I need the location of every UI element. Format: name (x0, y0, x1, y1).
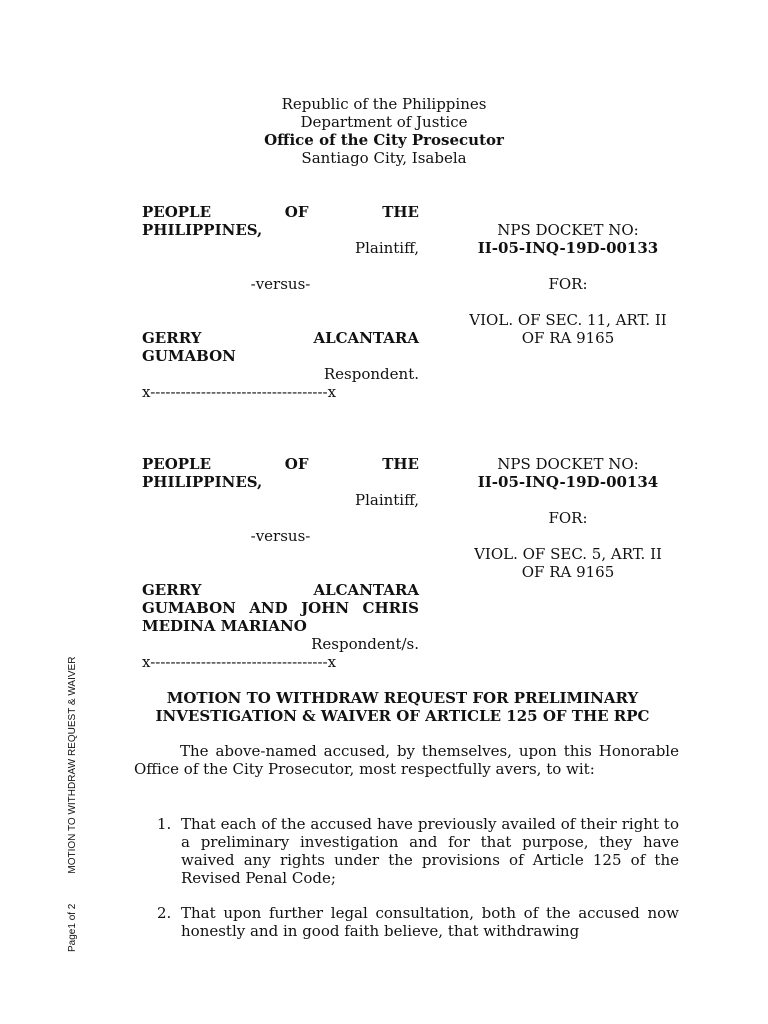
case1-resp-line2: GUMABON (142, 347, 236, 365)
case1-plaintiff: Plaintiff, (354, 239, 419, 257)
list-item-text: That upon further legal consultation, both of the accused now honestly and in good faith believe, that withdrawing (181, 904, 679, 940)
motion-intro: The above-named accused, by themselves, upon this Honorable Office of the City Prosecutor, most respectfully avers, to wit: (134, 742, 679, 778)
case2-resp-line3: MEDINA MARIANO (142, 617, 307, 635)
case2-plaintiff: Plaintiff, (354, 491, 419, 509)
sidebar-document-title: MOTION TO WITHDRAW REQUEST & WAIVER (67, 656, 78, 874)
case2-versus: -versus- (250, 527, 311, 545)
case1-for-label: FOR: (548, 275, 588, 293)
case2-separator: x-----------------------------------x (142, 653, 337, 671)
case2-viol-line2: OF RA 9165 (521, 563, 615, 581)
sidebar-footer (67, 657, 78, 952)
case2-people-w2: OF (284, 455, 309, 473)
list-item-text: That each of the accused have previously availed of their right to a preliminary investigation and for that purpose, they have waived any rights under the provisions of Article 125 of the Revised Penal Code; (181, 815, 679, 887)
case2-docket-label: NPS DOCKET NO: (497, 455, 639, 473)
case1-separator: x-----------------------------------x (142, 383, 337, 401)
case1-philippines: PHILIPPINES, (142, 221, 263, 239)
case1-people-w1: PEOPLE (142, 203, 212, 221)
header-location: Santiago City, Isabela (301, 149, 467, 167)
case1-people-w3: THE (382, 203, 419, 221)
case2-respondent-label: Respondent/s. (311, 635, 419, 653)
case2-respondent-line1 (142, 581, 419, 599)
case1-versus: -versus- (250, 275, 311, 293)
header-department: Department of Justice (300, 113, 468, 131)
case2-people-line (142, 455, 419, 473)
case2-resp-w2: ALCANTARA (313, 581, 419, 599)
case2-resp2-w1: GUMABON (142, 599, 236, 617)
case2-people-w3: THE (382, 455, 419, 473)
case2-philippines: PHILIPPINES, (142, 473, 263, 491)
case2-respondent-line2 (142, 599, 419, 617)
case1-resp-w2: ALCANTARA (313, 329, 419, 347)
list-item-number: 1. (157, 815, 172, 833)
case2-resp-w1: GERRY (142, 581, 202, 599)
list-item-number: 2. (157, 904, 172, 922)
case1-viol-line1: VIOL. OF SEC. 11, ART. II (469, 311, 667, 329)
case1-docket-no: II-05-INQ-19D-00133 (477, 239, 659, 257)
case2-people-w1: PEOPLE (142, 455, 212, 473)
case2-viol-line1: VIOL. OF SEC. 5, ART. II (474, 545, 662, 563)
case2-caption (142, 455, 419, 671)
case1-people-line (142, 203, 419, 221)
case2-resp2-w4: CHRIS (362, 599, 419, 617)
case2-resp2-w3: JOHN (301, 599, 350, 617)
list-item (157, 904, 679, 940)
case1-respondent-line (142, 329, 419, 347)
case1-resp-w1: GERRY (142, 329, 202, 347)
header-republic: Republic of the Philippines (281, 95, 487, 113)
case1-respondent-label: Respondent. (323, 365, 419, 383)
case2-resp2-w2: AND (249, 599, 288, 617)
case1-docket-label: NPS DOCKET NO: (497, 221, 639, 239)
case2-for-label: FOR: (548, 509, 588, 527)
motion-title-line2: INVESTIGATION & WAIVER OF ARTICLE 125 OF THE RPC (155, 707, 650, 725)
case2-docket-no: II-05-INQ-19D-00134 (477, 473, 659, 491)
case1-viol-line2: OF RA 9165 (521, 329, 615, 347)
case1-people-w2: OF (284, 203, 309, 221)
list-item (157, 815, 679, 887)
case1-caption (142, 203, 419, 401)
header-office: Office of the City Prosecutor (264, 131, 504, 149)
motion-title-line1: MOTION TO WITHDRAW REQUEST FOR PRELIMINARY (166, 689, 639, 707)
sidebar-page-number: Page1 of 2 (67, 903, 78, 952)
